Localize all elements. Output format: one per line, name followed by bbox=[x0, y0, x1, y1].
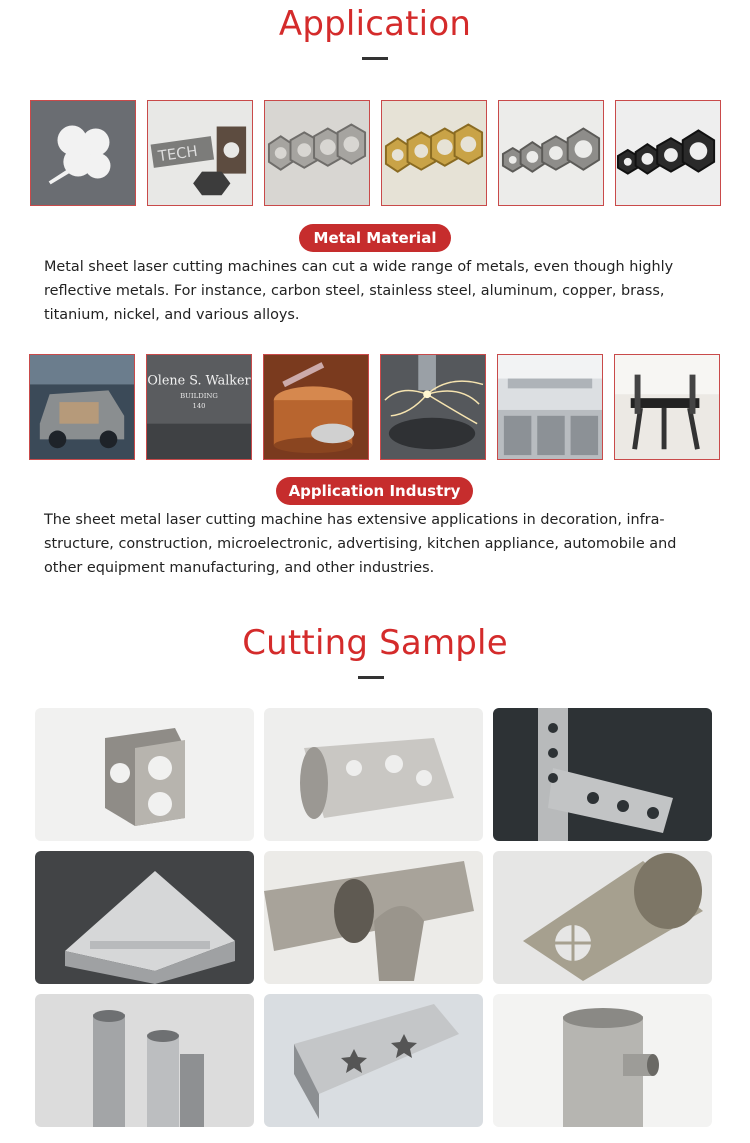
svg-text:TECH: TECH bbox=[157, 142, 199, 166]
application-title: Application bbox=[278, 4, 472, 44]
description-line: Metal sheet laser cutting machines can cut a wide range of metals, even though highly bbox=[44, 259, 674, 275]
star-square-tube-icon bbox=[264, 994, 483, 1127]
clover-cutout-icon bbox=[30, 100, 136, 206]
metal-material-description bbox=[44, 255, 704, 327]
application-industry-description bbox=[44, 508, 704, 580]
copper-cookware-icon bbox=[263, 354, 369, 460]
application-industry-badge: Application Industry bbox=[276, 477, 473, 505]
description-line: reflective metals. For instance, carbon steel, stainless steel, aluminum, copper, brass, bbox=[44, 283, 665, 299]
steel-hex-nuts-icon bbox=[498, 100, 604, 206]
silver-hex-nuts-icon bbox=[264, 100, 370, 206]
description-line: titanium, nickel, and various alloys. bbox=[44, 307, 300, 323]
sign-line-3: 140 bbox=[192, 401, 206, 410]
title-divider bbox=[362, 57, 388, 60]
kitchen-appliance-icon bbox=[497, 354, 603, 460]
automobile-body-icon bbox=[29, 354, 135, 460]
sign-line-2: BUILDING bbox=[180, 392, 218, 401]
cutting-sample-title: Cutting Sample bbox=[242, 623, 508, 663]
angle-channel-icon bbox=[35, 851, 254, 984]
brass-hex-nuts-icon bbox=[381, 100, 487, 206]
slanted-pipes-icon bbox=[35, 994, 254, 1127]
description-line: structure, construction, microelectronic, advertising, kitchen appliance, automobile and bbox=[44, 536, 677, 552]
clover-tube-icon bbox=[264, 708, 483, 841]
tee-pipe-icon bbox=[493, 994, 712, 1127]
tech-letters-icon bbox=[147, 100, 253, 206]
building-sign-icon bbox=[146, 354, 252, 460]
sign-line-1: Olene S. Walker bbox=[147, 373, 251, 389]
title-divider bbox=[358, 676, 384, 679]
lattice-tube-icon bbox=[493, 708, 712, 841]
gym-equipment-icon bbox=[614, 354, 720, 460]
cone-sun-cutout-icon bbox=[493, 851, 712, 984]
laser-sparks-icon bbox=[380, 354, 486, 460]
bent-bracket-holes-icon bbox=[35, 708, 254, 841]
description-line: The sheet metal laser cutting machine has extensive applications in decoration, infra- bbox=[44, 512, 665, 528]
heart-cut-pipes-icon bbox=[264, 851, 483, 984]
black-hex-nuts-icon bbox=[615, 100, 721, 206]
metal-material-badge: Metal Material bbox=[299, 224, 451, 252]
description-line: other equipment manufacturing, and other industries. bbox=[44, 560, 435, 576]
